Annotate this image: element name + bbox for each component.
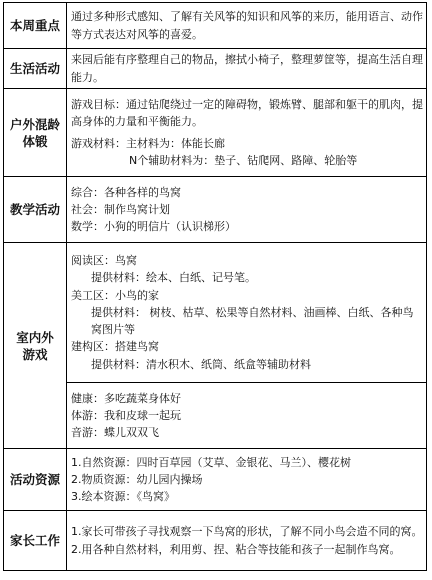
build-area: 建构区：搭建鸟窝 [71,340,159,354]
art-materials: 提供材料： 树枝、枯草、松果等自然材料、油画棒、白纸、各种鸟窝图片等 [91,305,414,337]
label-outdoor-exercise-line2: 体锻 [22,133,48,149]
resource-line-3: 3.绘本资源：《鸟窝》 [71,490,175,504]
teaching-line-3: 数学：小狗的明信片（认识梯形） [71,220,236,234]
row-outdoor-games [4,383,427,449]
weekly-focus-paragraph: 通过多种形式感知、了解有关风筝的知识和风筝的来历，能用语言、动作等方式表达对风筝的喜爱。 [71,10,423,41]
label-parent-work: 家长工作 [4,511,67,571]
label-games-line1: 室内外 [16,329,54,345]
indoor-areas-content [67,243,427,383]
build-materials: 提供材料：清水积木、纸筒、纸盒等辅助材料 [91,357,311,371]
teaching-activity-content [67,177,427,243]
row-life-activity [4,49,427,89]
label-indoor-outdoor-games [4,243,67,449]
outdoor-game-line-3: 音游：蝶儿双双飞 [71,426,159,440]
label-life-activity: 生活活动 [4,49,67,89]
reading-materials: 提供材料：绘本、白纸、记号笔。 [91,271,256,285]
row-parent-work [4,511,427,571]
parent-line-2: 2.用各种自然材料，利用剪、捏、粘合等技能和孩子一起制作鸟窝。 [71,542,401,556]
reading-area: 阅读区：鸟窝 [71,253,137,267]
outdoor-game-goal: 游戏目标：通过钻爬绕过一定的障碍物，锻炼臂、腿部和躯干的肌肉，提高身体的力量和平衡能力。 [71,97,423,129]
row-teaching-activity [4,177,427,243]
row-outdoor-exercise [4,89,427,177]
parent-work-content [67,511,427,571]
outdoor-games-content [67,383,427,449]
outdoor-materials-aux: N个辅助材料为：垫子、钻爬网、路障、轮胎等 [129,153,358,167]
life-activity-text [67,49,427,89]
art-area: 美工区：小鸟的家 [71,288,159,302]
outdoor-game-line-2: 体游：我和皮球一起玩 [71,408,181,422]
row-indoor-outdoor-games [4,243,427,383]
label-outdoor-exercise [4,89,67,177]
label-teaching-activity: 教学活动 [4,177,67,243]
row-weekly-focus [4,3,427,49]
outdoor-exercise-content [67,89,427,177]
label-games-line2: 游戏 [22,346,48,362]
resource-line-1: 1.自然资源：四时百草园（艾草、金银花、马兰）、樱花树 [71,455,351,469]
teaching-line-1: 综合：各种各样的鸟窝 [71,185,181,199]
label-activity-resources: 活动资源 [4,449,67,511]
label-weekly-focus: 本周重点 [4,3,67,49]
weekly-plan-table [3,2,427,571]
teaching-line-2: 社会：制作鸟窝计划 [71,202,170,216]
resource-line-2: 2.物质资源：幼儿园内操场 [71,472,203,486]
life-activity-paragraph: 来园后能有序整理自己的物品，擦拭小椅子，整理萝筐等，提高生活自理能力。 [71,53,423,84]
weekly-focus-text [67,3,427,49]
activity-resources-content [67,449,427,511]
row-activity-resources [4,449,427,511]
outdoor-materials-main: 游戏材料：主材料为：体能长廊 [71,136,225,150]
parent-line-1: 1.家长可带孩子寻找观察一下鸟窝的形状，了解不同小鸟会造不同的窝。 [71,525,423,539]
label-outdoor-exercise-line1: 户外混龄 [9,116,60,132]
outdoor-game-line-1: 健康：多吃蔬菜身体好 [71,391,181,405]
